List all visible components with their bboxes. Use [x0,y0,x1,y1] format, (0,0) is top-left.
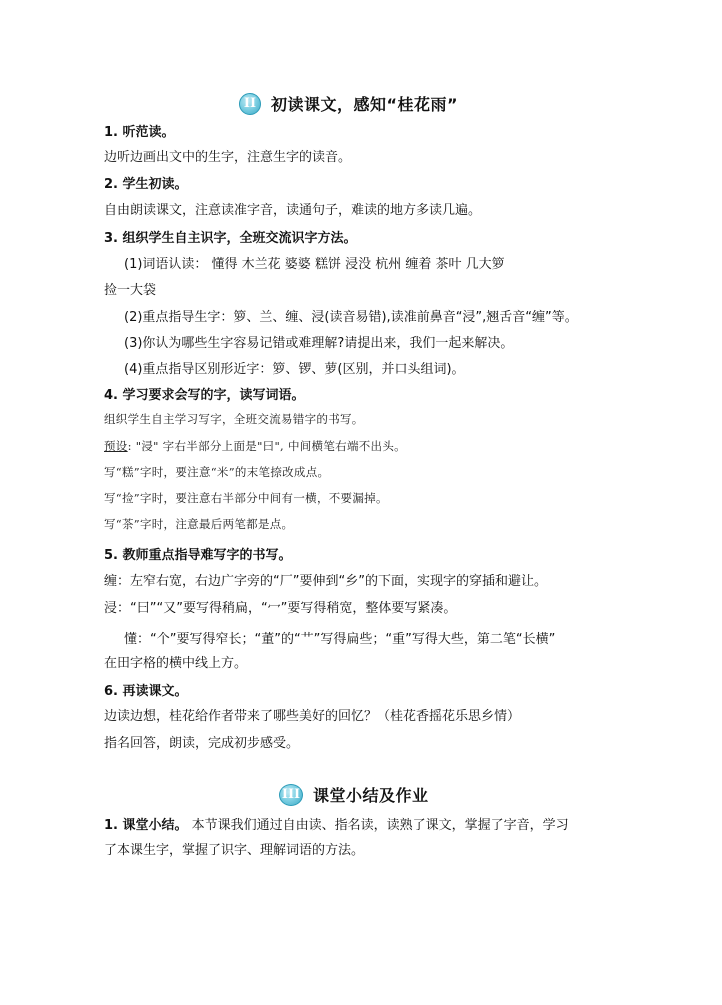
step-heading: 4. 学习要求会写的字，读写词语。 [104,388,305,403]
body-text: 懂：“个”要写得窄长；“董”的“艹”写得扁些；“重”写得大些，第二笔“长横” [124,632,556,647]
section-heading-2 [239,92,458,115]
body-text: 浸：“曰”“又”要写得稍扁，“冖”要写得稍宽，整体要写紧凑。 [104,601,457,616]
body-text: 捡一大袋 [104,283,157,298]
step-heading: 6. 再读课文。 [104,684,188,699]
body-text: 边读边想，桂花给作者带来了哪些美好的回忆？（桂花香摇花乐思乡情） [104,709,521,724]
handwritten-note: 写“茶”字时，注意最后两笔都是点。 [104,517,294,531]
section-heading-3 [279,783,429,806]
handwritten-note [104,438,406,454]
step-heading: 1. 听范读。 [104,125,175,140]
step-heading: 2. 学生初读。 [104,177,188,192]
body-text: 边听边画出文中的生字，注意生字的读音。 [104,150,352,165]
body-text: (4)重点指导区别形近字：箩、锣、萝(区别，并口头组词)。 [124,362,465,377]
step-heading: 1. 课堂小结。 [104,818,188,833]
handwritten-note: 写“糕”字时，要注意“米”的末笔捺改成点。 [104,465,330,479]
body-text: 在田字格的横中线上方。 [104,656,248,671]
body-text: 自由朗读课文，注意读准字音，读通句子，难读的地方多读几遍。 [104,203,482,218]
step-heading: 3. 组织学生自主识字，全班交流识字方法。 [104,231,357,246]
body-text: (3)你认为哪些生字容易记错或难理解?请提出来，我们一起来解决。 [124,336,514,351]
body-text: (1)词语认读： 懂得 木兰花 婆婆 糕饼 浸没 杭州 缠着 茶叶 几大箩 [124,257,505,272]
handwritten-note: 写“捡”字时，要注意右半部分中间有一横，不要漏掉。 [104,491,388,505]
section-title: 初读课文，感知“桂花雨” [271,95,459,114]
section-number-badge: III [279,784,303,806]
handwritten-note: 组织学生自主学习写字，全班交流易错字的书写。 [104,412,364,426]
section-number-badge: II [239,93,261,115]
body-text: (2)重点指导生字：箩、兰、缠、浸(读音易错),读准前鼻音“浸”,翘舌音“缠”等。 [124,310,578,325]
body-text: 缠：左窄右宽，右边广字旁的“厂”要伸到“乡”的下面，实现字的穿插和避让。 [104,574,547,589]
section-title: 课堂小结及作业 [313,786,429,805]
body-text: 指名回答，朗读，完成初步感受。 [104,736,300,751]
preset-label: 预设 [104,439,128,453]
preset-text: : "浸" 字右半部分上面是"曰", 中间横笔右端不出头。 [127,439,406,453]
step-heading: 5. 教师重点指导难写字的书写。 [104,548,292,563]
body-text: 本节课我们通过自由读、指名读，读熟了课文，掌握了字音，学习 [187,818,569,833]
summary-paragraph [104,814,569,833]
body-text: 了本课生字，掌握了识字、理解词语的方法。 [104,843,365,858]
